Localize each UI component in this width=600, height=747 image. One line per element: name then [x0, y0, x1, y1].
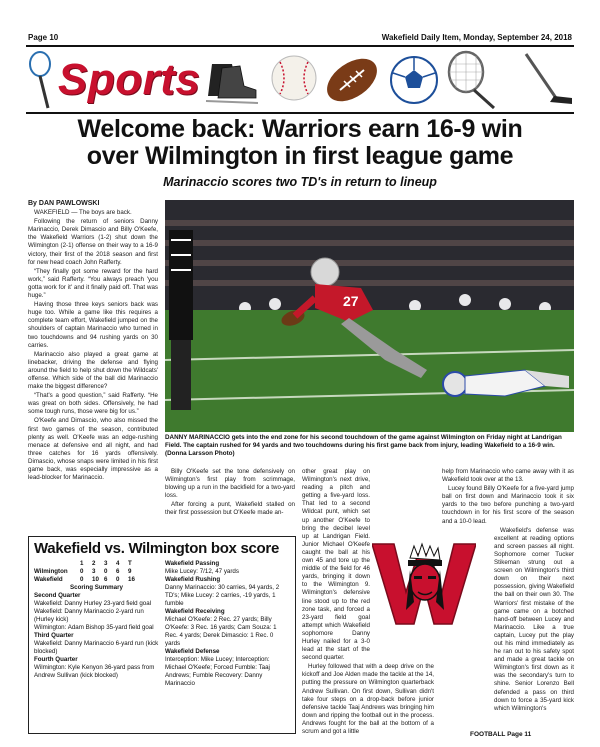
banner-rule [26, 112, 574, 114]
linescore-cell: 0 [80, 576, 84, 583]
folio-rule [26, 45, 574, 47]
tennis-racket-icon [449, 52, 494, 108]
box-line: Michael O'Keefe: 2 Rec. 27 yards; Billy O'Keefe: 3 Rec. 16 yards; Cam Souza: 1 Rec. 4 yards; Derek Dimascio: 1 Rec. 0 yards [165, 616, 277, 647]
lacrosse-stick-icon [30, 52, 50, 108]
box-heading: Wakefield Rushing [165, 576, 221, 583]
linescore-cell: 4 [116, 560, 120, 567]
byline: By DAN PAWLOWSKI [28, 200, 100, 207]
headline-line-2: over Wilmington in first league game [86, 142, 514, 170]
box-heading: Wakefield Defense [165, 648, 220, 655]
box-line: Interception: Mike Lucey; Interception: Michael O'Keefe; Forced Fumble: Taaj Andrews; Fumble Recovery: Danny Marinaccio [165, 656, 270, 687]
photo-caption [165, 434, 574, 458]
hockey-stick-icon [526, 54, 572, 104]
linescore-cell: Wilmington [34, 568, 68, 575]
box-line: Wakefield: Danny Marinaccio 6-yard run (kick blocked) [34, 640, 159, 655]
paragraph: “They finally got some reward for the hard work,” said Rafferty. “You always preach 'you gotta work for it' and it finally paid off. That was huge.” [28, 267, 158, 300]
paragraph: Having those three keys seniors back was huge too. While a game like this requires a complete team effort, Wakefield jumped on the shoulders of captain Marinaccio who turned in two touchdowns and 94 rushing yards on 30 carries. [28, 301, 158, 349]
page-number: Page 10 [28, 32, 59, 42]
sports-icons-strip [26, 50, 574, 110]
box-score-left [34, 560, 159, 688]
baseball-icon [272, 56, 316, 100]
paragraph: help from Marinaccio who came away with it as Wakefield took over at the 13. [442, 468, 574, 484]
linescore-cell: 2 [92, 560, 96, 567]
linescore-cell: 10 [92, 576, 99, 583]
paragraph: Following the return of seniors Danny Marinaccio, Derek Dimascio and Billy O'Keefe, the Wakefield Warriors (1-2) shut down the Wilmington (2-1) offense on their way to a 16-9 victory, their first of the 2018 season and first for new head coach John Rafferty. [28, 218, 158, 266]
soccer-ball-icon [391, 57, 437, 103]
box-score-right [165, 560, 290, 688]
box-heading: Fourth Quarter [34, 656, 78, 663]
linescore-cell: T [128, 560, 132, 567]
game-photo [165, 200, 574, 432]
paragraph: Billy O'Keefe set the tone defensively on Wilmington's first play from scrimmage, blowing up a run in the backfield for a two-yard loss. [165, 468, 295, 500]
box-line: Wakefield: Danny Marinaccio 2-yard run (Hurley kick) [34, 608, 144, 623]
box-heading: Wakefield Passing [165, 560, 220, 567]
photo-illustration [165, 200, 574, 432]
linescore-cell: 3 [104, 560, 108, 567]
photo-credit: (Donna Larsson Photo) [165, 450, 235, 457]
paragraph: WAKEFIELD — The boys are back. [34, 209, 132, 217]
linescore-cell [34, 560, 80, 568]
linescore-cell: 0 [104, 568, 108, 575]
linescore-cell: 0 [116, 576, 120, 583]
box-line: Wilmington: Kyle Kenyon 36-yard pass from Andrew Sullivan (kick blocked) [34, 664, 155, 679]
linescore-cell: Wakefield [34, 576, 63, 583]
line-score-table [34, 560, 159, 584]
linescore-cell: 3 [92, 568, 96, 575]
box-heading: Second Quarter [34, 592, 81, 599]
column-2 [165, 468, 295, 519]
article-subhead: Marinaccio scores two TD's in return to lineup [163, 175, 437, 189]
warrior-head-icon [406, 544, 444, 610]
linescore-cell: 6 [116, 568, 120, 575]
linescore-cell: 16 [128, 576, 135, 583]
warriors-logo [372, 540, 476, 626]
box-heading: Wakefield Receiving [165, 608, 225, 615]
scoring-summary-title: Scoring Summary [70, 584, 123, 591]
paragraph: Marinaccio also played a great game at linebacker, driving the defense and flying around the field to help shut down the Wildcats' offense. Which side of the ball did Marinaccio make the biggest difference? [28, 350, 158, 391]
folio-bar [28, 30, 572, 44]
caption-text: DANNY MARINACCIO gets into the end zone for his second touchdown of the game against Wilmington on Friday night at Landrigan Field. The captain rushed for 94 yards and two touchdowns during his first game back from injury, leading Wakefield to a 16-9 win. [165, 434, 562, 449]
paragraph: Wakefield's defense was excellent at reading options and screen passes all night. Sophomore corner Tucker Stikeman strung out a screen on Wilmington's third down on their next possession, giving Wakefield the ball on their own 30. The Warriors' first mistake of the game came on a botched hand-off between Lucey and Marinaccio. Like a true captain, Lucey put the play out his mind immediately as he ran out to his safety spot and made a great tackle on Wilmington's first down as it was the secondary's turn to shine. Senior Lorenzo Bell defended a pass on third down to force a 35-yard kick which Wilmington's [494, 526, 574, 712]
box-line: Mike Lucey: 7/12, 47 yards [165, 568, 239, 575]
paragraph: “That's a good question,” said Rafferty. “He was great on both sides. Offensively, he had some tough runs, those were big for us.” [28, 392, 158, 416]
column-1 [28, 200, 158, 483]
section-title: Sports [58, 55, 201, 104]
article-headline [26, 116, 574, 170]
box-line: Wilmington: Adam Bishop 35-yard field goal [34, 624, 154, 631]
jump-line[interactable]: FOOTBALL Page 11 [470, 731, 532, 738]
svg-text:27: 27 [343, 293, 359, 309]
box-score-title: Wakefield vs. Wilmington box score [34, 540, 279, 557]
paper-dateline: Wakefield Daily Item, Monday, September 24, 2018 [381, 32, 572, 42]
paragraph: O'Keefe and Dimascio, who also missed the first two games of the season, contributed plenty as well. O'Keefe was an edge-rushing menace at defensive end all night, and had three catches for 16 yards offensively. Dimascio, whose snaps were limited in his first game back, was especially impressive as a lead-blocker for Marinaccio. [28, 417, 158, 482]
paragraph: Hurley followed that with a deep drive on the kickoff and Joe Alden made the tackle at the 14, putting the pressure on Wilmington quarterback Andrew Sullivan. On first down, Sullivan didn't take four steps on a drop-back before junior defensive tackle Taaj Andrews was bringing him down and ripping the football out in the process. Andrews fought for the ball at the bottom of a scrum and got a little [302, 663, 434, 735]
linescore-cell: 1 [80, 560, 84, 567]
sports-banner [26, 50, 574, 110]
box-score [28, 536, 296, 734]
paragraph: Lucey found Billy O'Keefe for a five-yard jump ball on first down and Marinaccio took it six yards to the two before punching a two-yard touchdown in for his first score of the season and a 10-0 lead. [442, 485, 574, 525]
headline-line-1: Welcome back: Warriors earn 16-9 win [77, 115, 523, 143]
box-line: Wakefield: Danny Hurley 23-yard field goal [34, 600, 152, 607]
linescore-cell: 6 [104, 576, 108, 583]
paragraph: other great play on Wilmington's next drive, reading a pitch and getting a five-yard loss. That led to a second Wildcat punt, which set up another O'Keefe to bring the decibel level up at Landrigan Field. Junior Michael O'Keefe caught the ball at his own 45 and tore up the middle of the field for 46 yards, bringing it down to the Wilmington 9. Wilmington's defensive line stood up to the red zone task, and forced a 23-yard field goal attempt which Wakefield sophomore Danny Hurley nailed for a 3-0 lead at the start of the second quarter. [302, 468, 370, 662]
football-icon [319, 50, 384, 110]
ice-skate-icon [206, 64, 258, 103]
linescore-cell: 9 [128, 568, 132, 575]
referee-figure [169, 230, 193, 410]
paragraph: After forcing a punt, Wakefield stalled on their first possession but O'Keefe made an- [165, 501, 295, 517]
linescore-cell: 0 [80, 568, 84, 575]
box-heading: Third Quarter [34, 632, 74, 639]
box-line: Danny Marinaccio: 30 carries, 94 yards, 2 TD's; Mike Lucey: 2 carries, -19 yards, 1 fumble [165, 584, 280, 607]
